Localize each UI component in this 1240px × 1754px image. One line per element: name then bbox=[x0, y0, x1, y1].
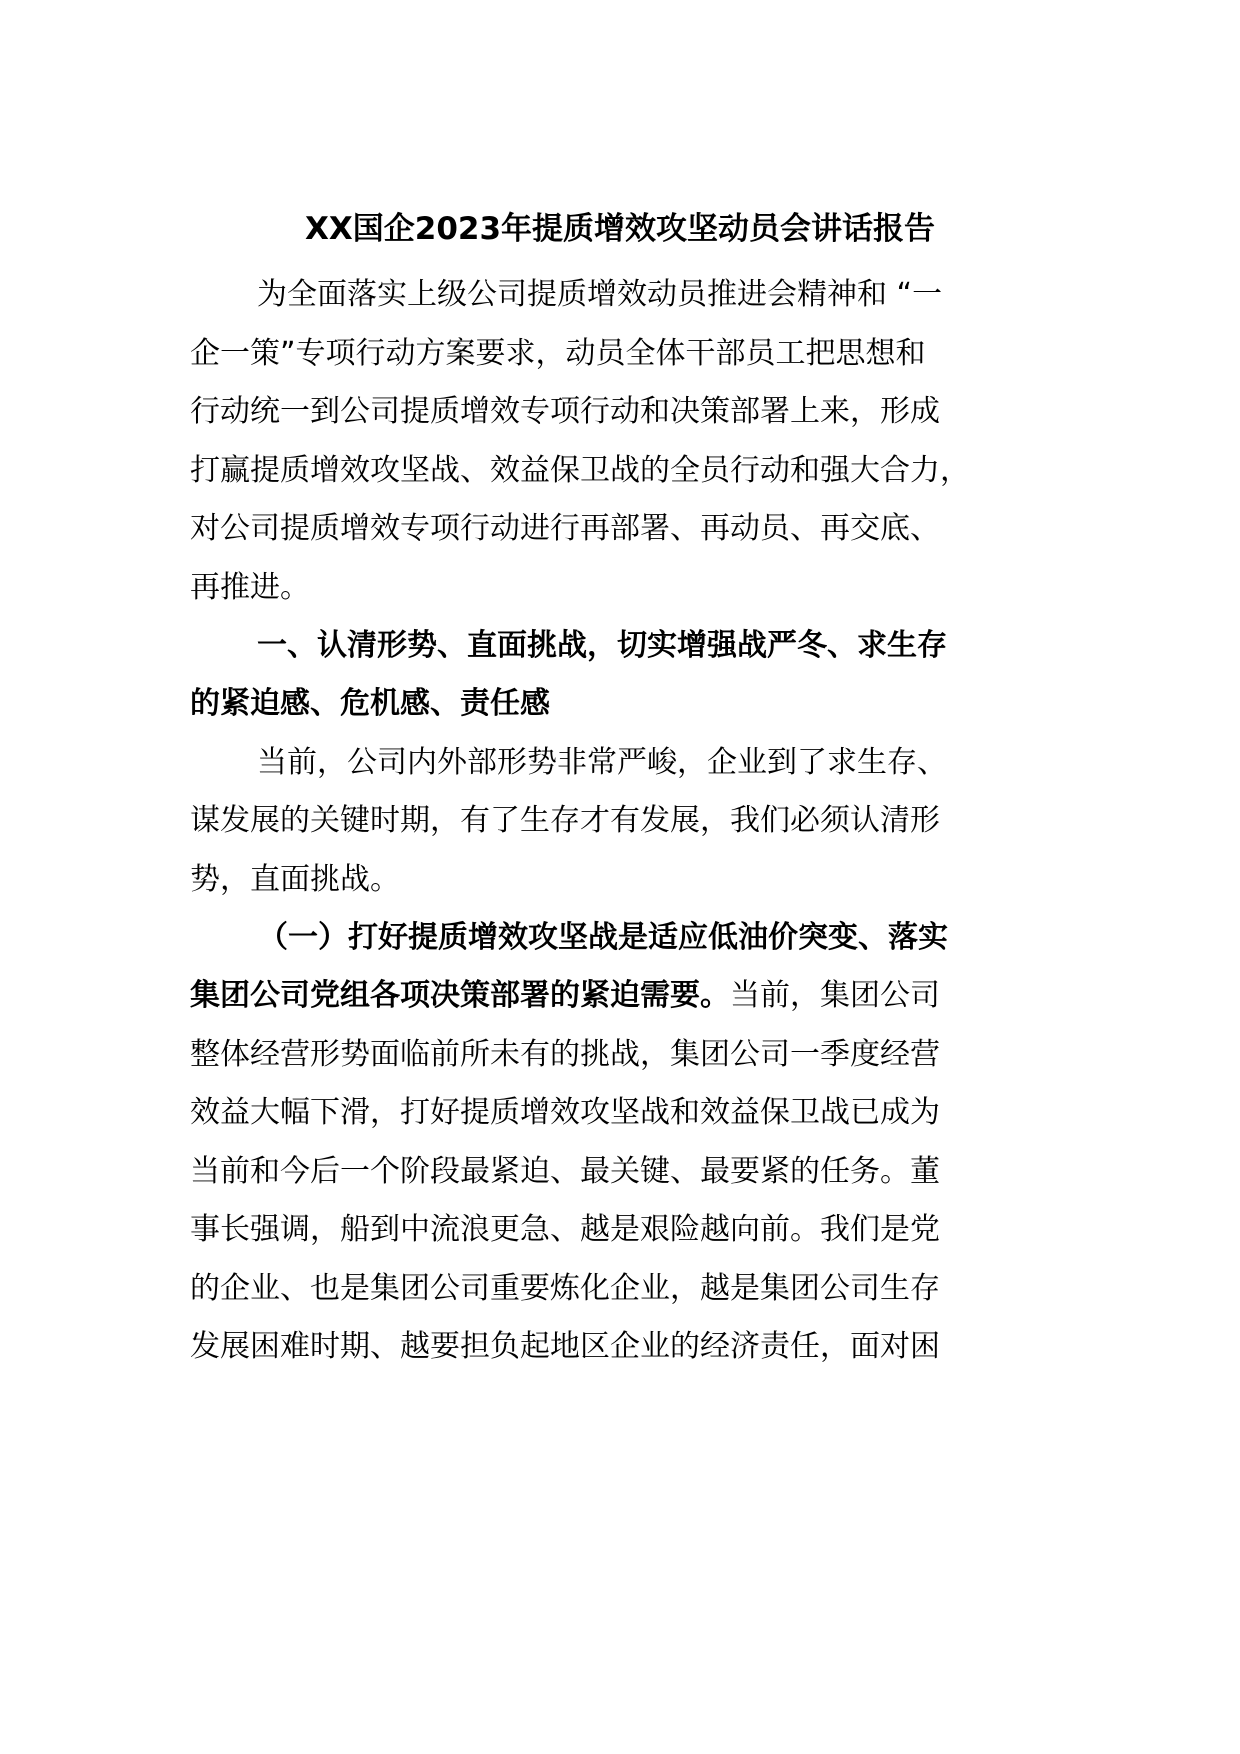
section-body-line: 谋发展的关键时期，有了生存才有发展，我们必须认清形 bbox=[190, 803, 940, 838]
subsection-text: 当前，集团公司 bbox=[730, 978, 940, 1013]
subsection-body-line: 整体经营形势面临前所未有的挑战，集团公司一季度经营 bbox=[190, 1037, 940, 1072]
subsection-body-line: 效益大幅下滑，打好提质增效攻坚战和效益保卫战已成为 bbox=[190, 1095, 940, 1130]
subsection-heading: （一）打好提质增效攻坚战是适应低油价突变、落实 bbox=[258, 920, 948, 955]
section-heading: 的紧迫感、危机感、责任感 bbox=[190, 686, 550, 721]
subsection-body-line: 的企业、也是集团公司重要炼化企业，越是集团公司生存 bbox=[190, 1271, 940, 1306]
section-body-line: 势，直面挑战。 bbox=[190, 862, 400, 897]
subsection-line bbox=[190, 976, 940, 1016]
subsection-body-line: 发展困难时期、越要担负起地区企业的经济责任，面对困 bbox=[190, 1329, 940, 1364]
subsection-body-line: 事长强调，船到中流浪更急、越是艰险越向前。我们是党 bbox=[190, 1212, 940, 1247]
document-title: XX国企2023年提质增效攻坚动员会讲话报告 bbox=[304, 211, 936, 247]
intro-line: 对公司提质增效专项行动进行再部署、再动员、再交底、 bbox=[190, 511, 940, 546]
subsection-body-line: 当前和今后一个阶段最紧迫、最关键、最要紧的任务。董 bbox=[190, 1154, 940, 1189]
section-heading: 一、认清形势、直面挑战，切实增强战严冬、求生存 bbox=[257, 628, 947, 663]
intro-line: 为全面落实上级公司提质增效动员推进会精神和 “一 bbox=[257, 277, 943, 312]
subsection-heading-bold: 集团公司党组各项决策部署的紧迫需要。 bbox=[190, 978, 730, 1013]
intro-line: 企一策”专项行动方案要求，动员全体干部员工把思想和 bbox=[190, 336, 926, 371]
intro-line: 再推进。 bbox=[190, 570, 310, 605]
intro-line: 行动统一到公司提质增效专项行动和决策部署上来，形成 bbox=[190, 394, 940, 429]
section-body-line: 当前，公司内外部形势非常严峻，企业到了求生存、 bbox=[257, 745, 947, 780]
intro-line: 打赢提质增效攻坚战、效益保卫战的全员行动和强大合力， bbox=[190, 453, 970, 488]
